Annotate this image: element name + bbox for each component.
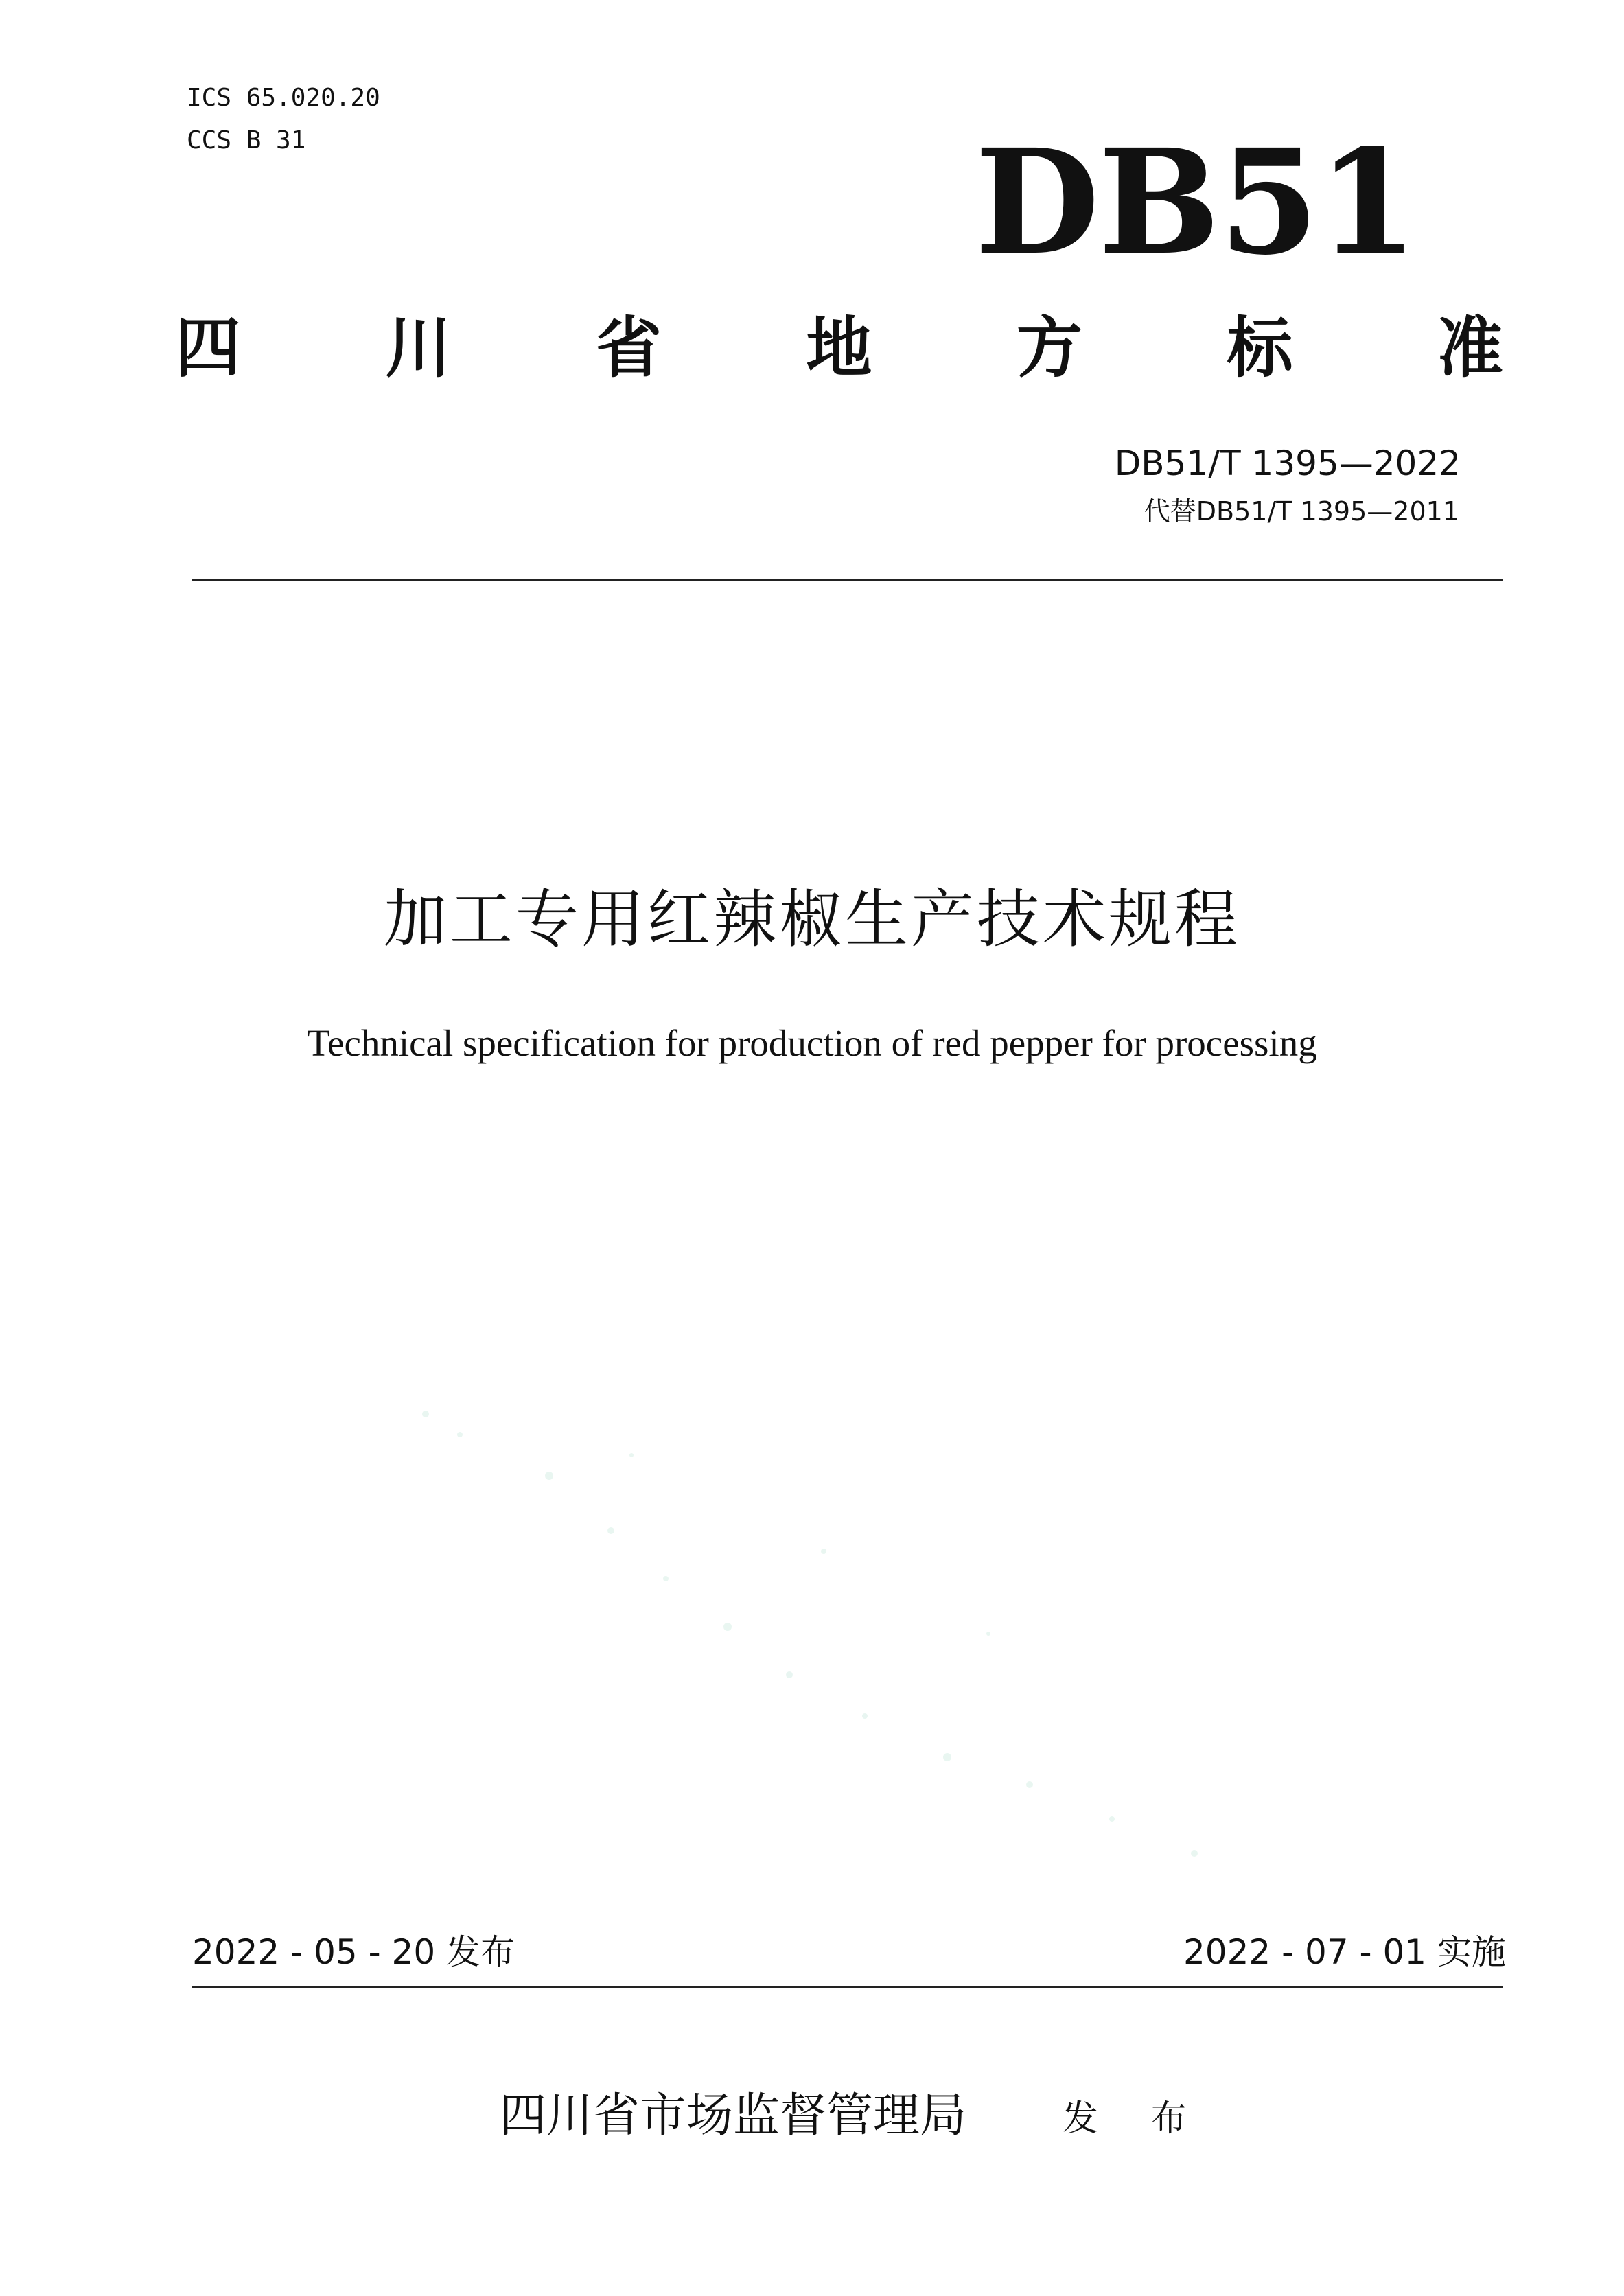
standard-type-char: 四 bbox=[175, 310, 241, 386]
issue-label: 发 布 bbox=[1063, 2098, 1207, 2140]
top-divider bbox=[192, 579, 1503, 581]
standard-type-char: 地 bbox=[806, 310, 872, 386]
standard-number: DB51/T 1395—2022 bbox=[1114, 443, 1461, 483]
standard-type-char: 准 bbox=[1437, 310, 1503, 386]
standard-code: DB51 bbox=[975, 117, 1417, 287]
title-chinese: 加工专用红辣椒生产技术规程 bbox=[383, 883, 1240, 956]
implementation-date: 2022 - 07 - 01 实施 bbox=[1183, 1932, 1506, 1972]
issuing-authority: 四川省市场监督管理局 bbox=[500, 2089, 967, 2143]
replaces-standard: 代替DB51/T 1395—2011 bbox=[1144, 496, 1459, 526]
standard-type-char: 省 bbox=[596, 310, 662, 386]
ics-code: ICS 65.020.20 bbox=[187, 84, 380, 112]
faint-watermark bbox=[384, 1373, 1277, 1908]
bottom-divider bbox=[192, 1986, 1503, 1988]
standard-type-heading bbox=[175, 310, 1503, 386]
title-english: Technical specification for production of red pepper for processing bbox=[307, 1022, 1317, 1064]
standard-type-char: 标 bbox=[1227, 310, 1293, 386]
ccs-code: CCS B 31 bbox=[187, 126, 306, 154]
standard-type-char: 川 bbox=[385, 310, 452, 386]
standard-type-char: 方 bbox=[1017, 310, 1082, 386]
classification-codes bbox=[187, 77, 380, 162]
issue-date: 2022 - 05 - 20 发布 bbox=[192, 1932, 515, 1972]
